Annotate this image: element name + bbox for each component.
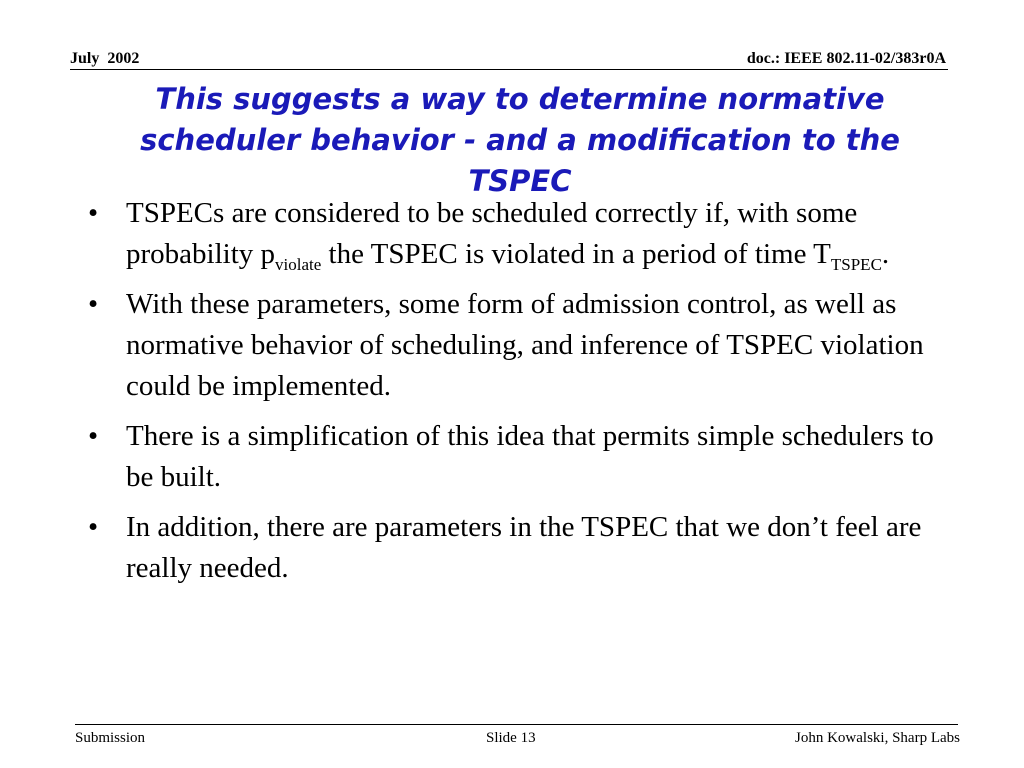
bullet-item-1	[88, 193, 940, 275]
subscript-tspec: TSPEC	[830, 255, 882, 274]
header-doc-id: doc.: IEEE 802.11-02/383r0A	[746, 50, 946, 67]
slide-title: This suggests a way to determine normative scheduler behavior - and a modification to the TSPEC	[140, 82, 900, 198]
header-date: July 2002	[70, 50, 140, 67]
bullet-dot: •	[88, 288, 99, 320]
bullet-4-text: In addition, there are parameters in the TSPEC that we don’t feel are really needed.	[126, 511, 922, 584]
bullet-3-text: There is a simplification of this idea that permits simple schedulers to be built.	[126, 420, 934, 493]
bullet-dot: •	[88, 420, 99, 452]
bullet-item-3	[88, 416, 940, 498]
footer-slide-number: Slide 13	[486, 730, 536, 746]
bullet-dot: •	[88, 511, 99, 543]
footer-divider	[75, 724, 958, 725]
header-divider	[70, 69, 948, 70]
footer-submission: Submission	[75, 730, 146, 746]
bullet-1-text-b: the TSPEC is violated in a period of time T	[321, 238, 831, 270]
bullet-1-text-c: .	[881, 238, 890, 270]
bullet-2-text: With these parameters, some form of admission control, as well as normative behavior of scheduling, and inference of TSPEC violation could be implemented.	[126, 288, 924, 402]
bullet-item-2	[88, 284, 940, 407]
bullet-1-text-a: TSPECs are considered to be scheduled correctly if, with some probability p	[126, 197, 858, 270]
bullet-item-4	[88, 507, 940, 589]
bullet-dot: •	[88, 197, 99, 229]
bullet-list	[88, 193, 940, 598]
subscript-violate: violate	[275, 255, 322, 274]
footer-author: John Kowalski, Sharp Labs	[795, 730, 960, 746]
